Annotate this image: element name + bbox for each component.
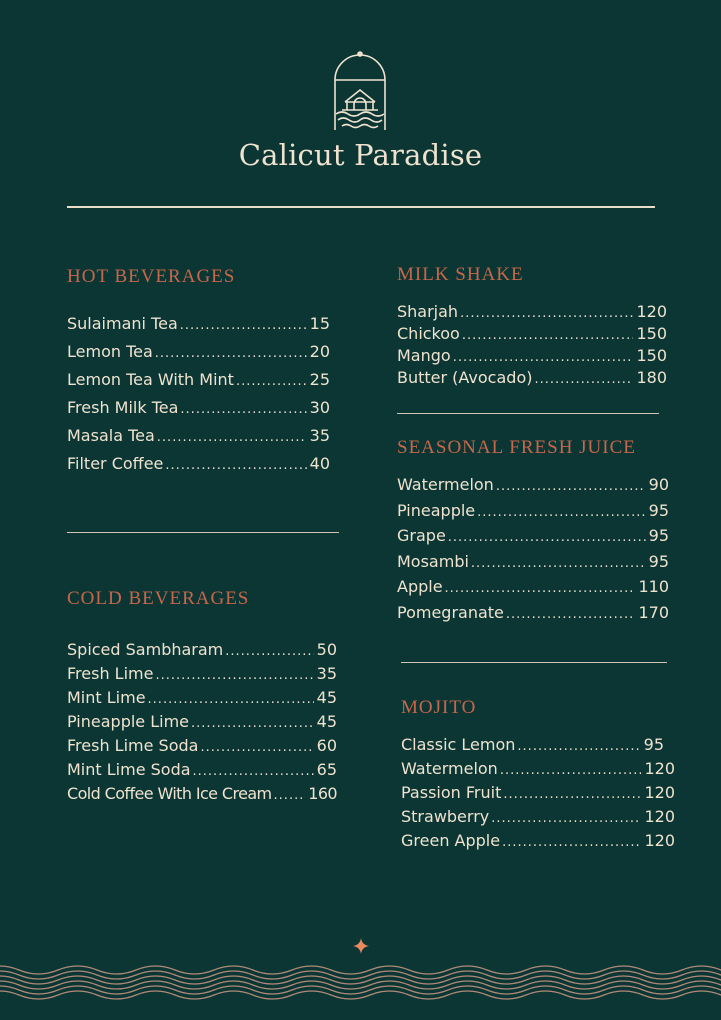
- menu-item: Sulaimani Tea ..... 15: [67, 314, 330, 342]
- menu-item: Pineapple Lime ..... 45: [67, 712, 337, 736]
- menu-item: Pomegranate ..... 170: [397, 603, 669, 629]
- menu-item: Pineapple ..... 95: [397, 501, 669, 527]
- menu-item: Fresh Lime ..... 35: [67, 664, 337, 688]
- hot-beverages-list: [67, 314, 330, 482]
- section-title-mojito: MOJITO: [401, 697, 477, 718]
- header-divider: [67, 206, 655, 208]
- menu-item: Mint Lime Soda ..... 65: [67, 760, 337, 784]
- menu-item: Grape ..... 95: [397, 526, 669, 552]
- menu-item: Green Apple ..... 120: [401, 831, 675, 855]
- menu-item: Fresh Lime Soda ..... 60: [67, 736, 337, 760]
- menu-item: Spiced Sambharam ..... 50: [67, 640, 337, 664]
- menu-item: Strawberry ..... 120: [401, 807, 675, 831]
- menu-item: Mint Lime ..... 45: [67, 688, 337, 712]
- milkshake-list: [397, 302, 667, 390]
- section-divider: [401, 662, 667, 663]
- section-title-cold: COLD BEVERAGES: [67, 588, 250, 609]
- sparkle-star-icon: [353, 938, 369, 954]
- menu-item: Watermelon ..... 120: [401, 759, 675, 783]
- menu-item: Cold Coffee With Ice Cream ..... 160: [67, 784, 337, 808]
- menu-item: Chickoo ..... 150: [397, 324, 667, 346]
- dome-logo-icon: [332, 50, 388, 132]
- menu-item: Lemon Tea ..... 20: [67, 342, 330, 370]
- brand-name: Calicut Paradise: [238, 138, 483, 172]
- menu-item: Masala Tea ..... 35: [67, 426, 330, 454]
- section-title-hot: HOT BEVERAGES: [67, 266, 236, 287]
- menu-item: Lemon Tea With Mint ..... 25: [67, 370, 330, 398]
- section-title-milkshake: MILK SHAKE: [397, 264, 524, 285]
- mojito-list: [401, 735, 675, 855]
- menu-item: Mosambi ..... 95: [397, 552, 669, 578]
- menu-item: Passion Fruit ..... 120: [401, 783, 675, 807]
- section-title-juice: SEASONAL FRESH JUICE: [397, 437, 636, 458]
- juice-list: [397, 475, 669, 628]
- menu-item: Filter Coffee ..... 40: [67, 454, 330, 482]
- menu-item: Fresh Milk Tea ..... 30: [67, 398, 330, 426]
- menu-item: Butter (Avocado) ..... 180: [397, 368, 667, 390]
- menu-item: Sharjah ..... 120: [397, 302, 667, 324]
- section-divider: [397, 413, 659, 414]
- menu-item: Classic Lemon ..... 95: [401, 735, 664, 759]
- footer-waves-decoration: [0, 960, 721, 1004]
- section-divider: [67, 532, 339, 533]
- menu-item: Mango ..... 150: [397, 346, 667, 368]
- menu-item: Watermelon ..... 90: [397, 475, 669, 501]
- menu-item: Apple ..... 110: [397, 577, 669, 603]
- cold-beverages-list: [67, 640, 337, 808]
